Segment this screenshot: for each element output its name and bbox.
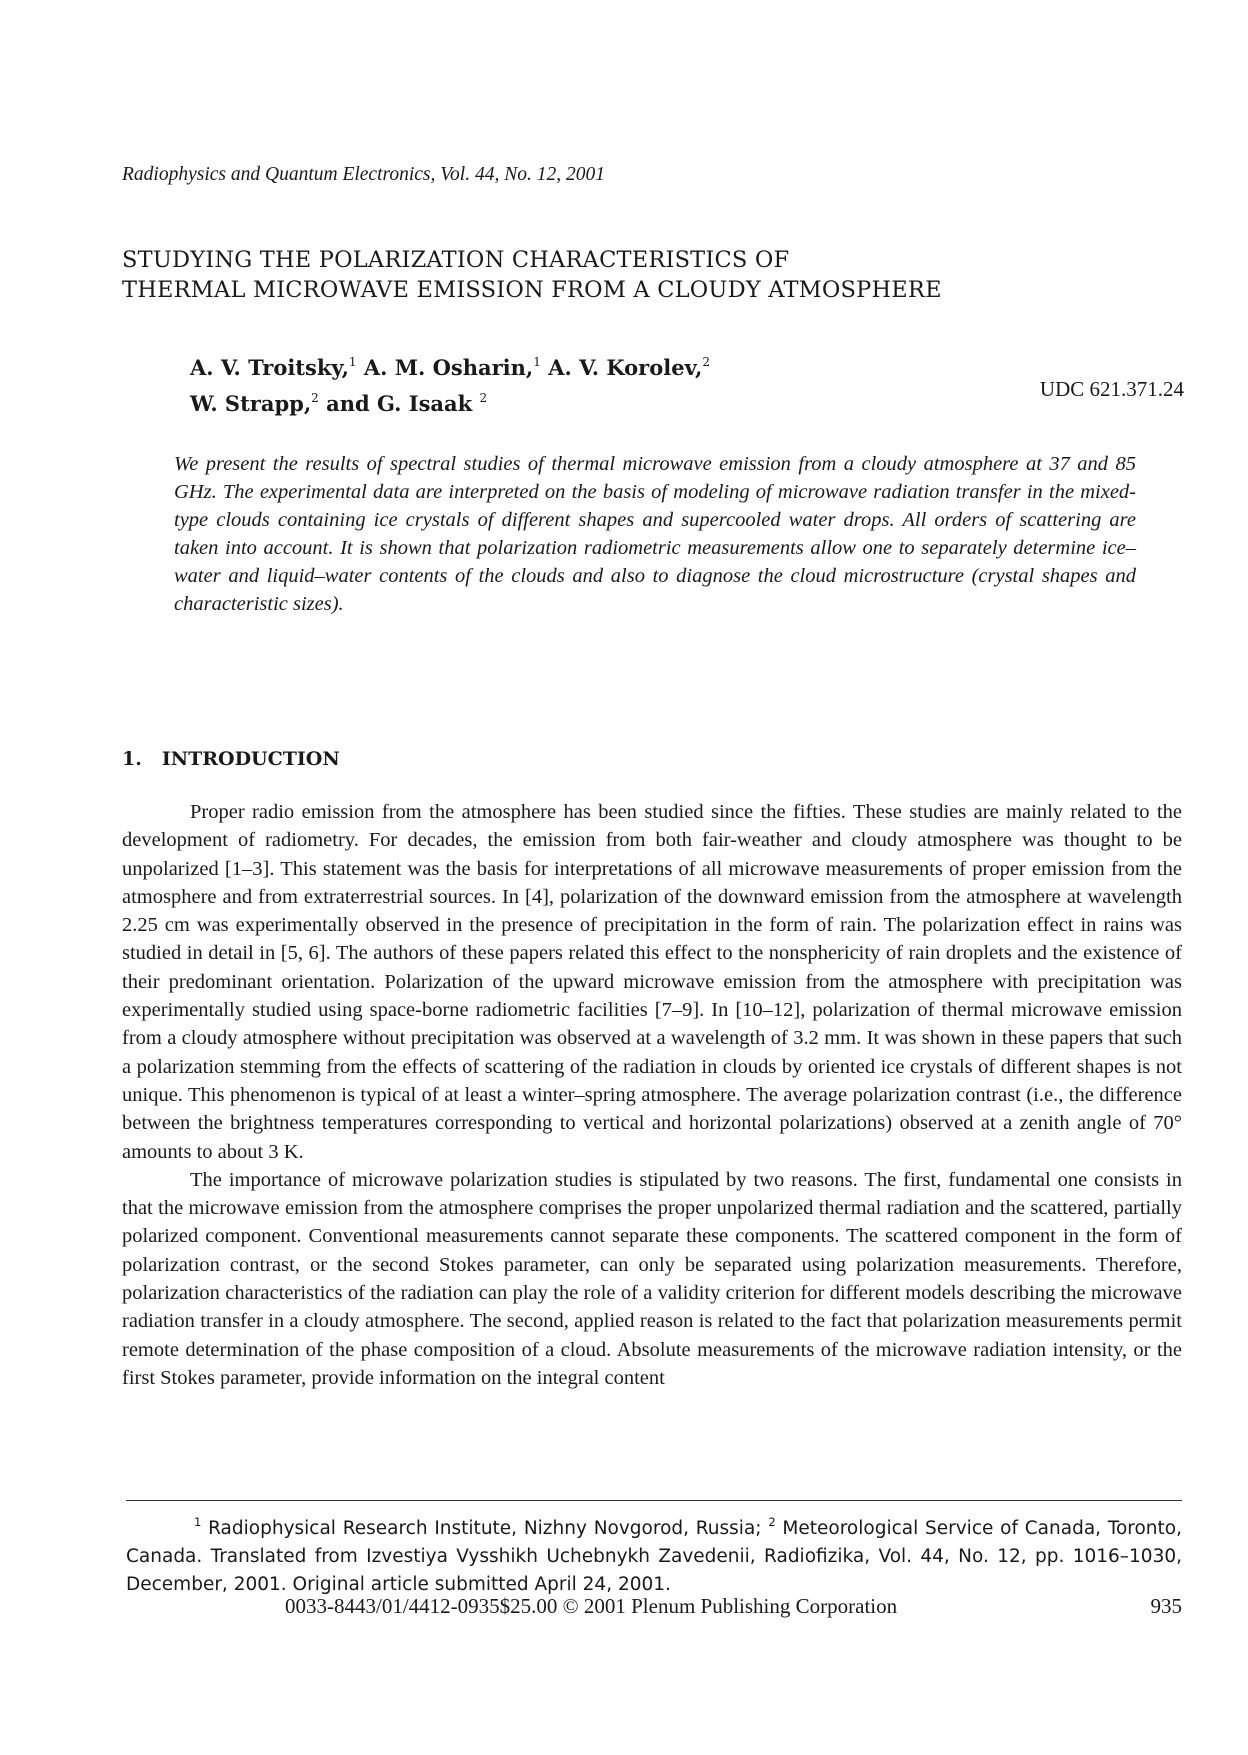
footnote-affiliation-1: Radiophysical Research Institute, Nizhny Novgorod, Russia; bbox=[208, 1518, 762, 1539]
author-line-1 bbox=[190, 347, 710, 383]
copyright-line: 0033-8443/01/4412-0935$25.00 © 2001 Plenum Publishing Corporation bbox=[285, 1594, 898, 1618]
affiliation-mark: 1 bbox=[533, 355, 541, 369]
author-line-2 bbox=[190, 383, 710, 419]
author-name: and G. Isaak bbox=[326, 391, 473, 416]
footnote-mark: 2 bbox=[768, 1515, 776, 1529]
body-text bbox=[122, 798, 1182, 1392]
paragraph: The importance of microwave polarization studies is stipulated by two reasons. The first, fundamental one consists in that the microwave emission from the atmosphere comprises the proper unpolarized thermal radiation and the scattered, partially polarized component. Conventional measurements cannot separate these components. The scattered component in the form of polarization contrast, or the second Stokes parameter, can only be separated using polarization measurements. Therefore, polarization characteristics of the radiation can play the role of a validity criterion for different models describing the microwave radiation transfer in a cloudy atmosphere. The second, applied reason is related to the fact that polarization measurements permit remote determination of the phase composition of a cloud. Absolute measurements of the microwave radiation intensity, or the first Stokes parameter, provide information on the integral content bbox=[122, 1168, 1182, 1389]
affiliation-mark: 2 bbox=[311, 391, 319, 405]
journal-citation: Radiophysics and Quantum Electronics, Vol. 44, No. 12, 2001 bbox=[122, 164, 605, 185]
author-name: A. V. Troitsky, bbox=[190, 355, 349, 380]
udc-code: UDC 621.371.24 bbox=[1039, 377, 1184, 401]
affiliation-mark: 1 bbox=[348, 355, 357, 369]
section-number: 1. bbox=[122, 748, 142, 770]
section-heading bbox=[122, 748, 340, 770]
title-line-1: STUDYING THE POLARIZATION CHARACTERISTICS OF bbox=[122, 247, 790, 273]
affiliation-mark: 2 bbox=[479, 391, 488, 405]
author-name: A. V. Korolev, bbox=[548, 355, 703, 380]
author-name: W. Strapp, bbox=[190, 391, 312, 416]
abstract: We present the results of spectral studies of thermal microwave emission from a cloudy atmosphere at 37 and 85 GHz. The experimental data are interpreted on the basis of modeling of microwave radiation transfer in the mixed-type clouds containing ice crystals of different shapes and supercooled water drops. All orders of scattering are taken into account. It is shown that polarization radiometric measurements allow one to separately determine ice–water and liquid–water contents of the clouds and also to diagnose the cloud microstructure (crystal shapes and characteristic sizes). bbox=[174, 453, 1136, 615]
footnote-mark: 1 bbox=[194, 1515, 202, 1529]
page-number: 935 bbox=[1150, 1594, 1182, 1618]
title-line-2: THERMAL MICROWAVE EMISSION FROM A CLOUDY ATMOSPHERE bbox=[122, 277, 942, 303]
author-list bbox=[190, 347, 710, 419]
affiliation-mark: 2 bbox=[702, 355, 711, 369]
section-title: INTRODUCTION bbox=[161, 748, 340, 770]
footnote-divider bbox=[126, 1500, 1182, 1501]
paragraph: Proper radio emission from the atmosphere has been studied since the fifties. These studies are mainly related to the development of radiometry. For decades, the emission from both fair-weather and cloudy atmosphere was thought to be unpolarized [1–3]. This statement was the basis for interpretations of all microwave measurements of proper emission from the atmosphere and from extraterrestrial sources. In [4], polarization of the downward emission from the atmosphere at wavelength 2.25 cm was experimentally observed in the presence of precipitation in the form of rain. The polarization effect in rains was studied in detail in [5, 6]. The authors of these papers related this effect to the nonsphericity of rain droplets and the existence of their predominant orientation. Polarization of the upward microwave emission from the atmosphere with precipitation was experimentally studied using space-borne radiometric facilities [7–9]. In [10–12], polarization of thermal microwave emission from a cloudy atmosphere without precipitation was observed at a wavelength of 3.2 mm. It was shown in these papers that such a polarization stemming from the effects of scattering of the radiation in clouds by oriented ice crystals of different shapes is not unique. This phenomenon is typical of at least a winter–spring atmosphere. The average polarization contrast (i.e., the difference between the brightness temperatures corresponding to vertical and horizontal polarizations) observed at a zenith angle of 70° amounts to about 3 K. bbox=[122, 801, 1182, 1163]
author-name: A. M. Osharin, bbox=[363, 355, 534, 380]
footnote-affiliation-2: Meteorological Service of Canada, Toronto, Canada. Translated from Izvestiya Vysshikh Uchebnykh Zavedenii, Radiofizika, Vol. 44, No. 12, pp. 1016–1030, December, 2001. Original article submitted April 24, 2001. bbox=[126, 1518, 1182, 1595]
paper-title bbox=[122, 245, 942, 305]
footnote bbox=[126, 1508, 1182, 1599]
